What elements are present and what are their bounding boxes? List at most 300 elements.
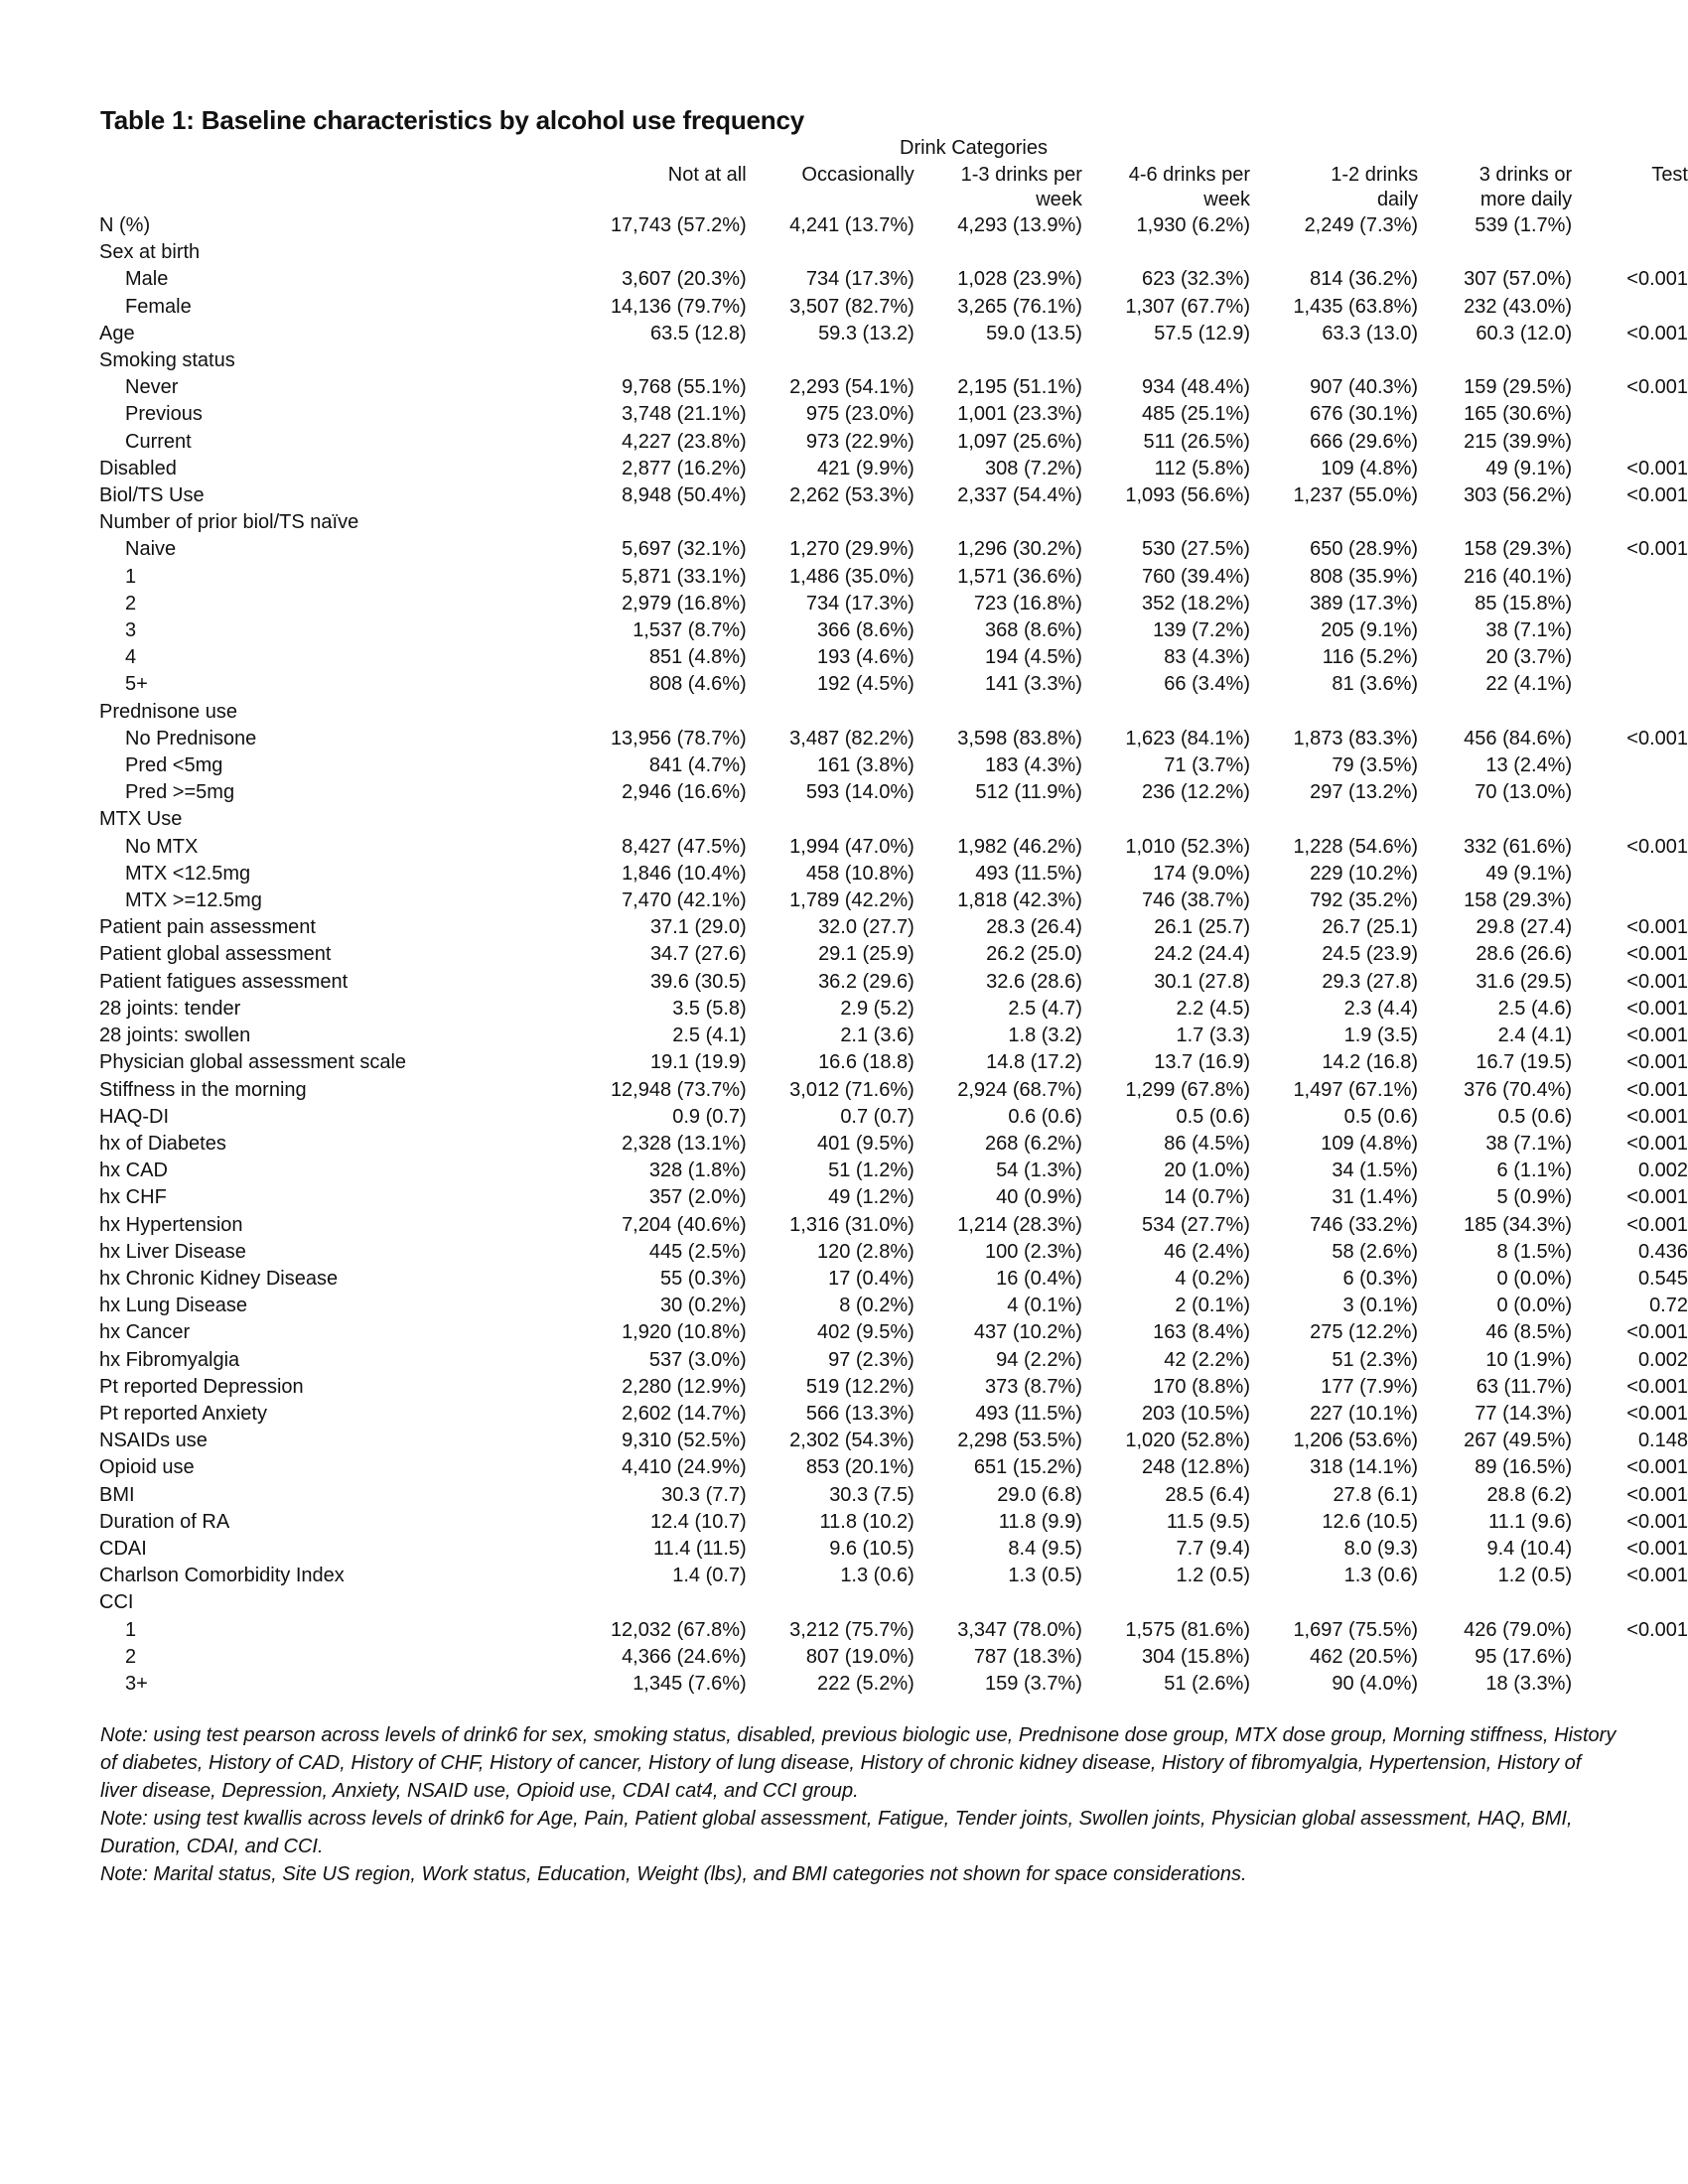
value-cell: 2,946 (16.6%) — [622, 781, 747, 804]
value-cell: 30.3 (7.5) — [829, 1483, 914, 1506]
p-value-cell — [1572, 212, 1688, 239]
value-cell: 11.8 (9.9) — [998, 1510, 1082, 1533]
p-value-cell: <0.001 — [1626, 1132, 1688, 1155]
row-label: Prednisone use — [99, 700, 237, 723]
value-cell: 232 (43.0%) — [1464, 295, 1573, 318]
value-cell: 5,871 (33.1%) — [622, 565, 747, 588]
p-value-cell: <0.001 — [1626, 1456, 1688, 1479]
value-cell: 46 (8.5%) — [1485, 1321, 1573, 1344]
table-row — [99, 1536, 1688, 1563]
value-cell: 366 (8.6%) — [816, 619, 914, 642]
p-value-cell: 0.436 — [1637, 1240, 1688, 1263]
value-cell: 402 (9.5%) — [816, 1321, 914, 1344]
p-value-cell: 0.002 — [1637, 1348, 1688, 1371]
value-cell: 141 (3.3%) — [985, 673, 1082, 696]
p-value-cell: <0.001 — [1626, 1510, 1688, 1533]
value-cell: 3,607 (20.3%) — [622, 268, 747, 291]
value-cell: 31 (1.4%) — [1332, 1186, 1419, 1209]
table-row — [99, 726, 1688, 752]
value-cell: 4,241 (13.7%) — [789, 214, 914, 236]
value-cell: 808 (35.9%) — [1310, 565, 1419, 588]
value-cell: 29.3 (27.8) — [1322, 970, 1419, 993]
value-cell: 9,310 (52.5%) — [622, 1430, 747, 1452]
p-value-cell — [1572, 1644, 1688, 1671]
value-cell — [747, 1589, 914, 1616]
value-cell: 530 (27.5%) — [1142, 538, 1250, 561]
value-cell: 22 (4.1%) — [1485, 673, 1573, 696]
value-cell: 297 (13.2%) — [1310, 781, 1419, 804]
table-row — [99, 1374, 1688, 1401]
value-cell: 24.5 (23.9) — [1322, 943, 1419, 966]
value-cell: 458 (10.8%) — [805, 862, 914, 885]
row-label: Biol/TS Use — [99, 484, 205, 507]
p-value-cell: <0.001 — [1626, 916, 1688, 939]
value-cell: 13,956 (78.7%) — [610, 727, 747, 750]
column-header-row — [99, 163, 1688, 212]
p-value-cell — [1572, 887, 1688, 914]
p-value-cell: <0.001 — [1626, 1321, 1688, 1344]
row-label: Pt reported Anxiety — [99, 1402, 267, 1425]
value-cell: 42 (2.2%) — [1164, 1348, 1250, 1371]
table-row — [99, 1104, 1688, 1131]
value-cell: 14.8 (17.2) — [986, 1051, 1082, 1074]
p-value-cell: <0.001 — [1626, 1186, 1688, 1209]
row-label: 3+ — [125, 1672, 148, 1695]
table-row — [99, 1049, 1688, 1076]
value-cell — [914, 239, 1082, 266]
value-cell: 227 (10.1%) — [1310, 1402, 1419, 1425]
value-cell: 1,001 (23.3%) — [957, 403, 1082, 426]
value-cell: 109 (4.8%) — [1321, 1132, 1419, 1155]
value-cell: 16 (0.4%) — [996, 1267, 1082, 1290]
value-cell: 328 (1.8%) — [648, 1160, 747, 1182]
row-label: Physician global assessment scale — [99, 1051, 407, 1074]
value-cell: 9.4 (10.4) — [1486, 1537, 1573, 1560]
row-label: Female — [125, 295, 192, 318]
value-cell: 401 (9.5%) — [816, 1132, 914, 1155]
value-cell: 163 (8.4%) — [1153, 1321, 1250, 1344]
value-cell: 723 (16.8%) — [973, 592, 1082, 614]
value-cell — [1250, 1589, 1418, 1616]
value-cell: 493 (11.5%) — [975, 862, 1082, 885]
table-row — [99, 429, 1688, 456]
value-cell: 2.1 (3.6) — [840, 1024, 914, 1047]
value-cell: 26.7 (25.1) — [1322, 916, 1419, 939]
value-cell: 4 (0.2%) — [1175, 1267, 1250, 1290]
row-label: 1 — [125, 565, 137, 588]
table-row — [99, 536, 1688, 563]
value-cell: 1,010 (52.3%) — [1125, 835, 1250, 858]
table-row — [99, 1644, 1688, 1671]
value-cell: 746 (33.2%) — [1310, 1213, 1419, 1236]
value-cell: 2.5 (4.7) — [1008, 997, 1082, 1020]
value-cell — [1082, 1589, 1250, 1616]
value-cell: 421 (9.9%) — [816, 457, 914, 479]
value-cell: 593 (14.0%) — [805, 781, 914, 804]
table-row — [99, 1401, 1688, 1428]
row-label: Disabled — [99, 457, 177, 479]
table-row — [99, 347, 1688, 374]
row-label: Pred <5mg — [125, 754, 223, 777]
value-cell: 2 (0.1%) — [1175, 1295, 1250, 1317]
value-cell: 205 (9.1%) — [1321, 619, 1419, 642]
table-row — [99, 1563, 1688, 1589]
table-row — [99, 1239, 1688, 1266]
value-cell: 70 (13.0%) — [1475, 781, 1573, 804]
value-cell: 216 (40.1%) — [1464, 565, 1573, 588]
row-label: hx Chronic Kidney Disease — [99, 1267, 339, 1290]
value-cell — [510, 699, 747, 726]
p-value-cell — [1572, 617, 1688, 644]
value-cell: 2,602 (14.7%) — [622, 1402, 747, 1425]
row-label: hx Hypertension — [99, 1213, 243, 1236]
value-cell: 1,270 (29.9%) — [789, 538, 914, 561]
table-row — [99, 294, 1688, 321]
value-cell: 49 (9.1%) — [1485, 457, 1573, 479]
row-label: 2 — [125, 592, 137, 614]
table-row — [99, 996, 1688, 1023]
value-cell: 63.5 (12.8) — [649, 322, 747, 344]
row-label: No MTX — [125, 835, 199, 858]
value-cell: 1,206 (53.6%) — [1293, 1430, 1419, 1452]
row-label: 1 — [125, 1618, 137, 1641]
value-cell: 5,697 (32.1%) — [622, 538, 747, 561]
table-row — [99, 591, 1688, 617]
value-cell: 28.5 (6.4) — [1165, 1483, 1250, 1506]
row-label: Patient fatigues assessment — [99, 970, 349, 993]
value-cell: 1,818 (42.3%) — [957, 889, 1082, 912]
value-cell: 1.9 (3.5) — [1343, 1024, 1419, 1047]
table-row — [99, 374, 1688, 401]
value-cell: 853 (20.1%) — [805, 1456, 914, 1479]
value-cell: 2,337 (54.4%) — [957, 484, 1082, 507]
p-value-cell: <0.001 — [1626, 457, 1688, 479]
value-cell: 8,948 (50.4%) — [622, 484, 747, 507]
value-cell — [1250, 806, 1418, 833]
column-header: Occasionally — [801, 164, 914, 186]
p-value-cell — [1572, 347, 1688, 374]
row-label: Sex at birth — [99, 241, 201, 264]
note-kwallis: Note: using test kwallis across levels of drink6 for Age, Pain, Patient global assessment, Fatigue, Tender joints, Swollen joints, Physician global assessment, HAQ, BMI, Duration, CDAI, and CCI. — [100, 1808, 1573, 1857]
value-cell: 13 (2.4%) — [1485, 754, 1573, 777]
value-cell: 7,204 (40.6%) — [622, 1213, 747, 1236]
value-cell: 2,924 (68.7%) — [957, 1078, 1082, 1101]
table-row — [99, 1158, 1688, 1184]
value-cell: 236 (12.2%) — [1142, 781, 1250, 804]
value-cell: 376 (70.4%) — [1464, 1078, 1573, 1101]
value-cell: 158 (29.3%) — [1464, 889, 1573, 912]
row-label: Age — [99, 322, 135, 344]
p-value-cell: <0.001 — [1626, 1565, 1688, 1587]
value-cell — [510, 239, 747, 266]
value-cell: 36.2 (29.6) — [818, 970, 914, 993]
column-header: 3 drinks or more daily — [1478, 164, 1573, 210]
value-cell: 268 (6.2%) — [985, 1132, 1082, 1155]
note-not-shown: Note: Marital status, Site US region, Work status, Education, Weight (lbs), and BMI categories not shown for space considerations. — [100, 1863, 1247, 1885]
p-value-cell — [1572, 671, 1688, 698]
value-cell: 165 (30.6%) — [1464, 403, 1573, 426]
value-cell: 1,994 (47.0%) — [789, 835, 914, 858]
value-cell — [747, 347, 914, 374]
value-cell: 1,789 (42.2%) — [789, 889, 914, 912]
p-value-cell — [1572, 591, 1688, 617]
value-cell — [510, 509, 747, 536]
table-row — [99, 779, 1688, 806]
value-cell: 1,214 (28.3%) — [957, 1213, 1082, 1236]
p-value-cell — [1572, 509, 1688, 536]
value-cell: 28.6 (26.6) — [1476, 943, 1573, 966]
value-cell: 1.7 (3.3) — [1176, 1024, 1250, 1047]
value-cell: 787 (18.3%) — [973, 1645, 1082, 1668]
value-cell: 973 (22.9%) — [805, 430, 914, 453]
value-cell: 1,228 (54.6%) — [1293, 835, 1419, 858]
value-cell — [510, 347, 747, 374]
row-label: No Prednisone — [125, 727, 257, 750]
p-value-cell — [1572, 752, 1688, 779]
value-cell: 7,470 (42.1%) — [622, 889, 747, 912]
value-cell: 9.6 (10.5) — [829, 1537, 914, 1560]
value-cell: 1,020 (52.8%) — [1125, 1430, 1250, 1452]
value-cell: 814 (36.2%) — [1310, 268, 1419, 291]
table-row — [99, 1319, 1688, 1346]
value-cell: 426 (79.0%) — [1464, 1618, 1573, 1641]
value-cell: 267 (49.5%) — [1464, 1430, 1573, 1452]
row-label: NSAIDs use — [99, 1430, 208, 1452]
row-label: hx CHF — [99, 1186, 167, 1209]
value-cell: 5 (0.9%) — [1496, 1186, 1573, 1209]
p-value-cell — [1572, 564, 1688, 591]
value-cell — [747, 239, 914, 266]
value-cell: 11.5 (9.5) — [1166, 1510, 1250, 1533]
table-row — [99, 1671, 1688, 1698]
row-label: CCI — [99, 1591, 134, 1614]
p-value-cell: <0.001 — [1626, 376, 1688, 399]
p-value-cell: <0.001 — [1626, 1618, 1688, 1641]
value-cell — [914, 509, 1082, 536]
table-row — [99, 1428, 1688, 1454]
row-label: Male — [125, 268, 169, 291]
value-cell: 437 (10.2%) — [973, 1321, 1082, 1344]
value-cell: 907 (40.3%) — [1310, 376, 1419, 399]
value-cell: 193 (4.6%) — [816, 646, 914, 669]
value-cell: 275 (12.2%) — [1310, 1321, 1419, 1344]
row-label: 4 — [125, 646, 137, 669]
value-cell: 12,948 (73.7%) — [610, 1078, 747, 1101]
value-cell: 57.5 (12.9) — [1154, 322, 1250, 344]
row-label: MTX <12.5mg — [125, 862, 251, 885]
table-row — [99, 1131, 1688, 1158]
value-cell: 368 (8.6%) — [985, 619, 1082, 642]
value-cell: 357 (2.0%) — [648, 1186, 747, 1209]
value-cell: 3 (0.1%) — [1342, 1295, 1419, 1317]
value-cell: 651 (15.2%) — [973, 1456, 1082, 1479]
value-cell — [914, 699, 1082, 726]
value-cell: 60.3 (12.0) — [1476, 322, 1573, 344]
value-cell: 537 (3.0%) — [648, 1348, 747, 1371]
value-cell: 19.1 (19.9) — [649, 1051, 747, 1074]
value-cell: 307 (57.0%) — [1464, 268, 1573, 291]
table-row — [99, 1293, 1688, 1319]
table-row — [99, 482, 1688, 509]
p-value-cell: <0.001 — [1626, 1024, 1688, 1047]
table-row — [99, 1617, 1688, 1644]
value-cell: 194 (4.5%) — [985, 646, 1082, 669]
value-cell: 4,366 (24.6%) — [622, 1645, 747, 1668]
value-cell: 66 (3.4%) — [1164, 673, 1250, 696]
row-label: Pred >=5mg — [125, 781, 235, 804]
value-cell — [747, 699, 914, 726]
column-header-test: Test — [1651, 164, 1688, 186]
value-cell: 2.5 (4.6) — [1497, 997, 1573, 1020]
value-cell: 30.1 (27.8) — [1154, 970, 1250, 993]
p-value-cell: <0.001 — [1626, 1483, 1688, 1506]
p-value-cell: <0.001 — [1626, 322, 1688, 344]
value-cell: 1,930 (6.2%) — [1136, 214, 1250, 236]
value-cell: 3,598 (83.8%) — [957, 727, 1082, 750]
value-cell: 120 (2.8%) — [816, 1240, 914, 1263]
p-value-cell — [1572, 239, 1688, 266]
value-cell: 39.6 (30.5) — [649, 970, 747, 993]
value-cell — [1082, 239, 1250, 266]
value-cell: 222 (5.2%) — [816, 1672, 914, 1695]
value-cell: 49 (9.1%) — [1485, 862, 1573, 885]
value-cell: 95 (17.6%) — [1475, 1645, 1573, 1668]
value-cell: 4,293 (13.9%) — [957, 214, 1082, 236]
table-row — [99, 1266, 1688, 1293]
row-label: Patient global assessment — [99, 943, 332, 966]
value-cell: 3,212 (75.7%) — [789, 1618, 914, 1641]
row-label: Smoking status — [99, 349, 235, 372]
row-label: Previous — [125, 403, 203, 426]
value-cell: 1,873 (83.3%) — [1293, 727, 1419, 750]
value-cell: 100 (2.3%) — [985, 1240, 1082, 1263]
table-row — [99, 1589, 1688, 1616]
value-cell: 389 (17.3%) — [1310, 592, 1419, 614]
value-cell: 1.8 (3.2) — [1008, 1024, 1082, 1047]
value-cell: 3,347 (78.0%) — [957, 1618, 1082, 1641]
value-cell: 4,227 (23.8%) — [622, 430, 747, 453]
row-label: Charlson Comorbidity Index — [99, 1565, 345, 1587]
value-cell: 493 (11.5%) — [975, 1402, 1082, 1425]
value-cell: 20 (3.7%) — [1485, 646, 1573, 669]
value-cell — [1418, 699, 1572, 726]
value-cell: 8.4 (9.5) — [1008, 1537, 1082, 1560]
value-cell: 1,571 (36.6%) — [957, 565, 1082, 588]
value-cell: 1,307 (67.7%) — [1125, 295, 1250, 318]
value-cell: 12.4 (10.7) — [649, 1510, 747, 1533]
value-cell: 229 (10.2%) — [1310, 862, 1419, 885]
value-cell: 1.2 (0.5) — [1497, 1565, 1573, 1587]
value-cell: 46 (2.4%) — [1164, 1240, 1250, 1263]
value-cell: 159 (3.7%) — [985, 1672, 1082, 1695]
value-cell: 2,298 (53.5%) — [957, 1430, 1082, 1452]
p-value-cell — [1572, 1589, 1688, 1616]
value-cell: 51 (2.3%) — [1332, 1348, 1419, 1371]
value-cell: 3.5 (5.8) — [672, 997, 747, 1020]
value-cell: 38 (7.1%) — [1485, 1132, 1573, 1155]
value-cell: 11.1 (9.6) — [1487, 1510, 1573, 1533]
value-cell: 650 (28.9%) — [1310, 538, 1419, 561]
value-cell — [914, 806, 1082, 833]
p-value-cell: <0.001 — [1626, 268, 1688, 291]
row-label: HAQ-DI — [99, 1105, 169, 1128]
value-cell: 2,979 (16.8%) — [622, 592, 747, 614]
value-cell: 183 (4.3%) — [985, 754, 1082, 777]
row-label: Pt reported Depression — [99, 1375, 304, 1398]
table-row — [99, 1184, 1688, 1211]
table-row — [99, 887, 1688, 914]
value-cell: 1,697 (75.5%) — [1293, 1618, 1419, 1641]
value-cell: 26.2 (25.0) — [986, 943, 1082, 966]
value-cell: 2.9 (5.2) — [840, 997, 914, 1020]
value-cell: 49 (1.2%) — [828, 1186, 914, 1209]
value-cell: 666 (29.6%) — [1310, 430, 1419, 453]
value-cell: 29.1 (25.9) — [818, 943, 914, 966]
row-label: hx CAD — [99, 1160, 168, 1182]
value-cell: 34.7 (27.6) — [649, 943, 747, 966]
value-cell: 51 (1.2%) — [828, 1160, 914, 1182]
table-row — [99, 239, 1688, 266]
value-cell: 808 (4.6%) — [648, 673, 747, 696]
value-cell: 20 (1.0%) — [1164, 1160, 1250, 1182]
p-value-cell: 0.002 — [1637, 1160, 1688, 1182]
value-cell: 85 (15.8%) — [1475, 592, 1573, 614]
value-cell: 89 (16.5%) — [1475, 1456, 1573, 1479]
value-cell: 3,265 (76.1%) — [957, 295, 1082, 318]
row-label: Number of prior biol/TS naïve — [99, 511, 359, 534]
value-cell — [1250, 699, 1418, 726]
p-value-cell: <0.001 — [1626, 484, 1688, 507]
value-cell: 1,299 (67.8%) — [1125, 1078, 1250, 1101]
row-label: hx of Diabetes — [99, 1132, 226, 1155]
p-value-cell — [1572, 1671, 1688, 1698]
value-cell: 676 (30.1%) — [1310, 403, 1419, 426]
value-cell: 0 (0.0%) — [1496, 1295, 1573, 1317]
row-label: hx Lung Disease — [99, 1295, 247, 1317]
value-cell: 2.3 (4.4) — [1343, 997, 1419, 1020]
row-label: 2 — [125, 1645, 137, 1668]
value-cell: 12,032 (67.8%) — [610, 1618, 747, 1641]
value-cell: 539 (1.7%) — [1475, 214, 1573, 236]
value-cell: 0 (0.0%) — [1496, 1267, 1573, 1290]
value-cell: 1,097 (25.6%) — [957, 430, 1082, 453]
value-cell: 1.2 (0.5) — [1176, 1565, 1250, 1587]
value-cell: 158 (29.3%) — [1464, 538, 1573, 561]
value-cell: 203 (10.5%) — [1142, 1402, 1250, 1425]
p-value-cell: 0.72 — [1649, 1295, 1688, 1317]
value-cell — [1082, 699, 1250, 726]
value-cell: 8.0 (9.3) — [1343, 1537, 1419, 1560]
value-cell: 174 (9.0%) — [1153, 862, 1250, 885]
value-cell: 6 (0.3%) — [1342, 1267, 1419, 1290]
table-row — [99, 456, 1688, 482]
table-body — [99, 212, 1688, 1698]
value-cell: 18 (3.3%) — [1485, 1672, 1573, 1695]
value-cell: 9,768 (55.1%) — [622, 376, 747, 399]
value-cell: 14.2 (16.8) — [1322, 1051, 1419, 1074]
value-cell: 13.7 (16.9) — [1154, 1051, 1250, 1074]
value-cell: 26.1 (25.7) — [1154, 916, 1250, 939]
value-cell: 10 (1.9%) — [1485, 1348, 1573, 1371]
value-cell: 248 (12.8%) — [1142, 1456, 1250, 1479]
value-cell: 534 (27.7%) — [1142, 1213, 1250, 1236]
p-value-cell: <0.001 — [1626, 997, 1688, 1020]
value-cell: 8 (1.5%) — [1496, 1240, 1573, 1263]
value-cell: 2,877 (16.2%) — [622, 457, 747, 479]
row-label: Current — [125, 430, 192, 453]
value-cell: 71 (3.7%) — [1164, 754, 1250, 777]
table-row — [99, 644, 1688, 671]
